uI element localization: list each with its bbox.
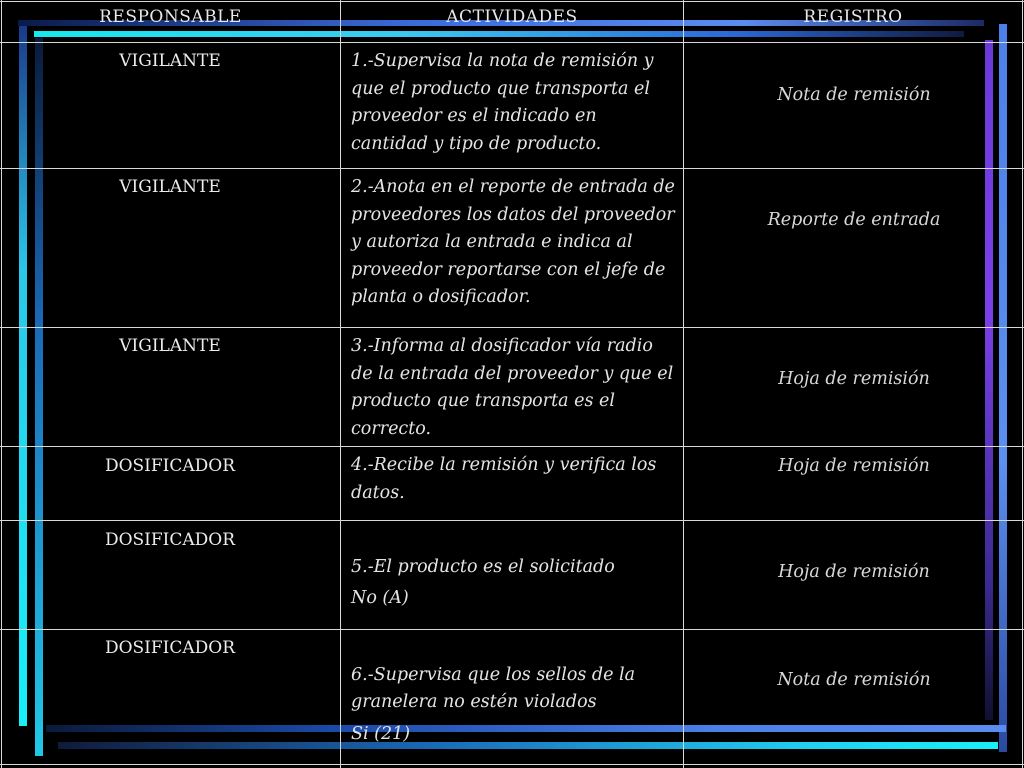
cell-registro: Nota de remisión bbox=[777, 85, 931, 105]
cell-actividad: 2.-Anota en el reporte de entrada de proveedores los datos del proveedor y autoriza la entrada e indica al proveedor reportarse con el jefe de planta o dosificador. bbox=[351, 177, 675, 307]
cell-actividad bbox=[351, 634, 676, 768]
header-responsable: RESPONSABLE bbox=[99, 7, 242, 27]
actividad-option: Si (21) bbox=[351, 723, 411, 744]
cell-actividad: 4.-Recibe la remisión y verifica los datos. bbox=[351, 455, 657, 503]
row-divider bbox=[0, 327, 1024, 328]
cell-responsable: DOSIFICADOR bbox=[104, 456, 236, 476]
row-divider bbox=[0, 168, 1024, 169]
row-divider bbox=[0, 446, 1024, 447]
cell-registro: Nota de remisión bbox=[777, 670, 931, 690]
row-divider bbox=[0, 520, 1024, 521]
column-divider bbox=[340, 0, 341, 768]
cell-actividad: 1.-Supervisa la nota de remisión y que el producto que transporta el proveedor es el indicado en cantidad y tipo de producto. bbox=[351, 51, 654, 154]
row-divider bbox=[0, 1, 1024, 2]
cell-actividad bbox=[351, 526, 676, 640]
cell-registro: Hoja de remisión bbox=[778, 369, 930, 389]
cell-responsable: VIGILANTE bbox=[119, 51, 221, 71]
header-registro: REGISTRO bbox=[803, 7, 903, 27]
cell-responsable: DOSIFICADOR bbox=[104, 638, 236, 658]
cell-registro: Hoja de remisión bbox=[778, 562, 930, 582]
actividad-option: No (A) bbox=[351, 588, 409, 608]
row-divider bbox=[0, 42, 1024, 43]
actividad-text: 6.-Supervisa que los sellos de la granelera no estén violados bbox=[351, 664, 636, 712]
cell-responsable: DOSIFICADOR bbox=[104, 530, 236, 550]
cell-registro: Hoja de remisión bbox=[778, 456, 930, 476]
cell-responsable: VIGILANTE bbox=[119, 336, 221, 356]
cell-responsable: VIGILANTE bbox=[119, 177, 221, 197]
actividad-text: 5.-El producto es el solicitado bbox=[351, 556, 615, 577]
header-actividades: ACTIVIDADES bbox=[446, 7, 578, 27]
cell-actividad: 3.-Informa al dosificador vía radio de la entrada del proveedor y que el producto que transporta es el correcto. bbox=[351, 336, 674, 439]
cell-registro: Reporte de entrada bbox=[767, 210, 941, 230]
